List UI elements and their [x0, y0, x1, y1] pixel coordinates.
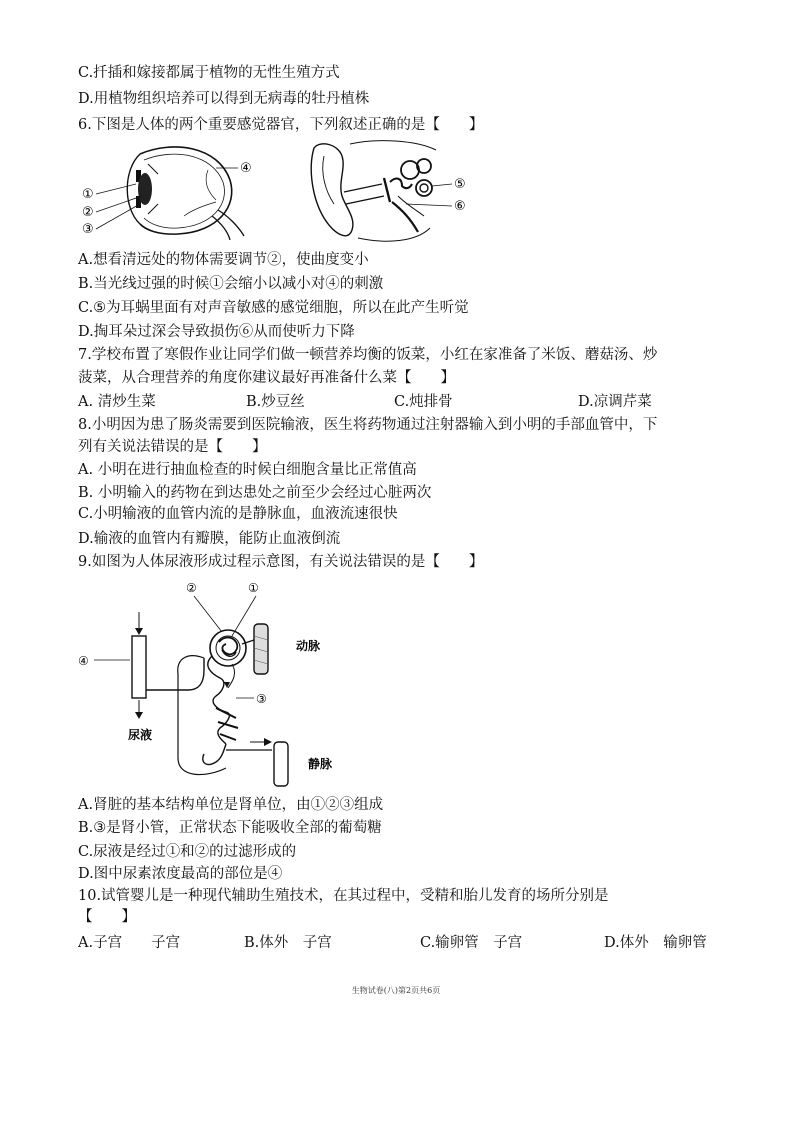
q9-stem: 9.如图为人体尿液形成过程示意图，有关说法错误的是【 】 [78, 554, 484, 570]
nephron-label-artery: 动脉 [296, 639, 321, 653]
nephron-label-2: ② [186, 581, 197, 595]
q10-option-d: D.体外 输卵管 [604, 935, 707, 951]
q8-option-b: B. 小明输入的药物在到达患处之前至少会经过心脏两次 [78, 485, 432, 501]
page-footer: 生物试卷(八)第2页共6页 [351, 986, 441, 995]
q6-stem: 6.下图是人体的两个重要感觉器官，下列叙述正确的是【 】 [78, 117, 484, 133]
nephron-label-4: ④ [78, 654, 89, 668]
q9-option-d: D.图中尿素浓度最高的部位是④ [78, 866, 283, 882]
eye-diagram [78, 140, 278, 240]
q9-option-b: B.③是肾小管，正常状态下能吸收全部的葡萄糖 [78, 820, 382, 836]
eye-label-4: ④ [240, 161, 252, 176]
eye-label-1: ① [82, 187, 94, 202]
nephron-label-vein: 静脉 [308, 757, 333, 771]
ear-label-6: ⑥ [454, 199, 466, 214]
q8-stem-line2: 列有关说法错误的是【 】 [78, 439, 267, 455]
q7-option-c: C.炖排骨 [394, 394, 453, 410]
q8-option-a: A. 小明在进行抽血检查的时候白细胞含量比正常值高 [78, 462, 417, 478]
q8-option-d: D.输液的血管内有瓣膜，能防止血液倒流 [78, 531, 341, 547]
q10-option-a: A.子宫 子宫 [78, 935, 181, 951]
nephron-label-urine: 尿液 [128, 728, 153, 742]
eye-label-2: ② [82, 205, 94, 220]
q10-stem-line1: 10.试管婴儿是一种现代辅助生殖技术，在其过程中，受精和胎儿发育的场所分别是 [78, 888, 609, 904]
q5-option-d: D.用植物组织培养可以得到无病毒的牡丹植株 [78, 91, 370, 107]
q8-option-c: C.小明输液的血管内流的是静脉血，血液流速很快 [78, 506, 398, 522]
q6-option-b: B.当光线过强的时候①会缩小以减小对④的刺激 [78, 276, 384, 292]
q7-option-a: A. 清炒生菜 [78, 394, 156, 410]
ear-diagram [306, 138, 496, 248]
q6-option-a: A.想看清远处的物体需要调节②，使曲度变小 [78, 252, 369, 268]
q5-option-c: C.扦插和嫁接都属于植物的无性生殖方式 [78, 65, 340, 81]
q10-option-b: B.体外 子宫 [244, 935, 332, 951]
q10-option-c: C.输卵管 子宫 [420, 935, 523, 951]
q8-stem-line1: 8.小明因为患了肠炎需要到医院输液，医生将药物通过注射器输入到小明的手部血管中，下 [78, 417, 658, 433]
q9-option-a: A.肾脏的基本结构单位是肾单位，由①②③组成 [78, 797, 384, 813]
q7-option-d: D.凉调芹菜 [578, 394, 652, 410]
nephron-label-3: ③ [256, 692, 267, 706]
nephron-diagram [76, 578, 376, 793]
ear-label-5: ⑤ [454, 177, 466, 192]
q6-option-c: C.⑤为耳蜗里面有对声音敏感的感觉细胞，所以在此产生听觉 [78, 300, 469, 316]
q7-option-b: B.炒豆丝 [246, 394, 305, 410]
q7-stem-line1: 7.学校布置了寒假作业让同学们做一顿营养均衡的饭菜，小红在家准备了米饭、蘑菇汤、炒 [78, 347, 658, 363]
q6-option-d: D.掏耳朵过深会导致损伤⑥从而使听力下降 [78, 324, 355, 340]
q7-stem-line2: 菠菜，从合理营养的角度你建议最好再准备什么菜【 】 [78, 370, 455, 386]
q9-option-c: C.尿液是经过①和②的过滤形成的 [78, 844, 297, 860]
nephron-label-1: ① [248, 581, 259, 595]
q10-stem-line2: 【 】 [78, 909, 136, 925]
eye-label-3: ③ [82, 222, 94, 237]
